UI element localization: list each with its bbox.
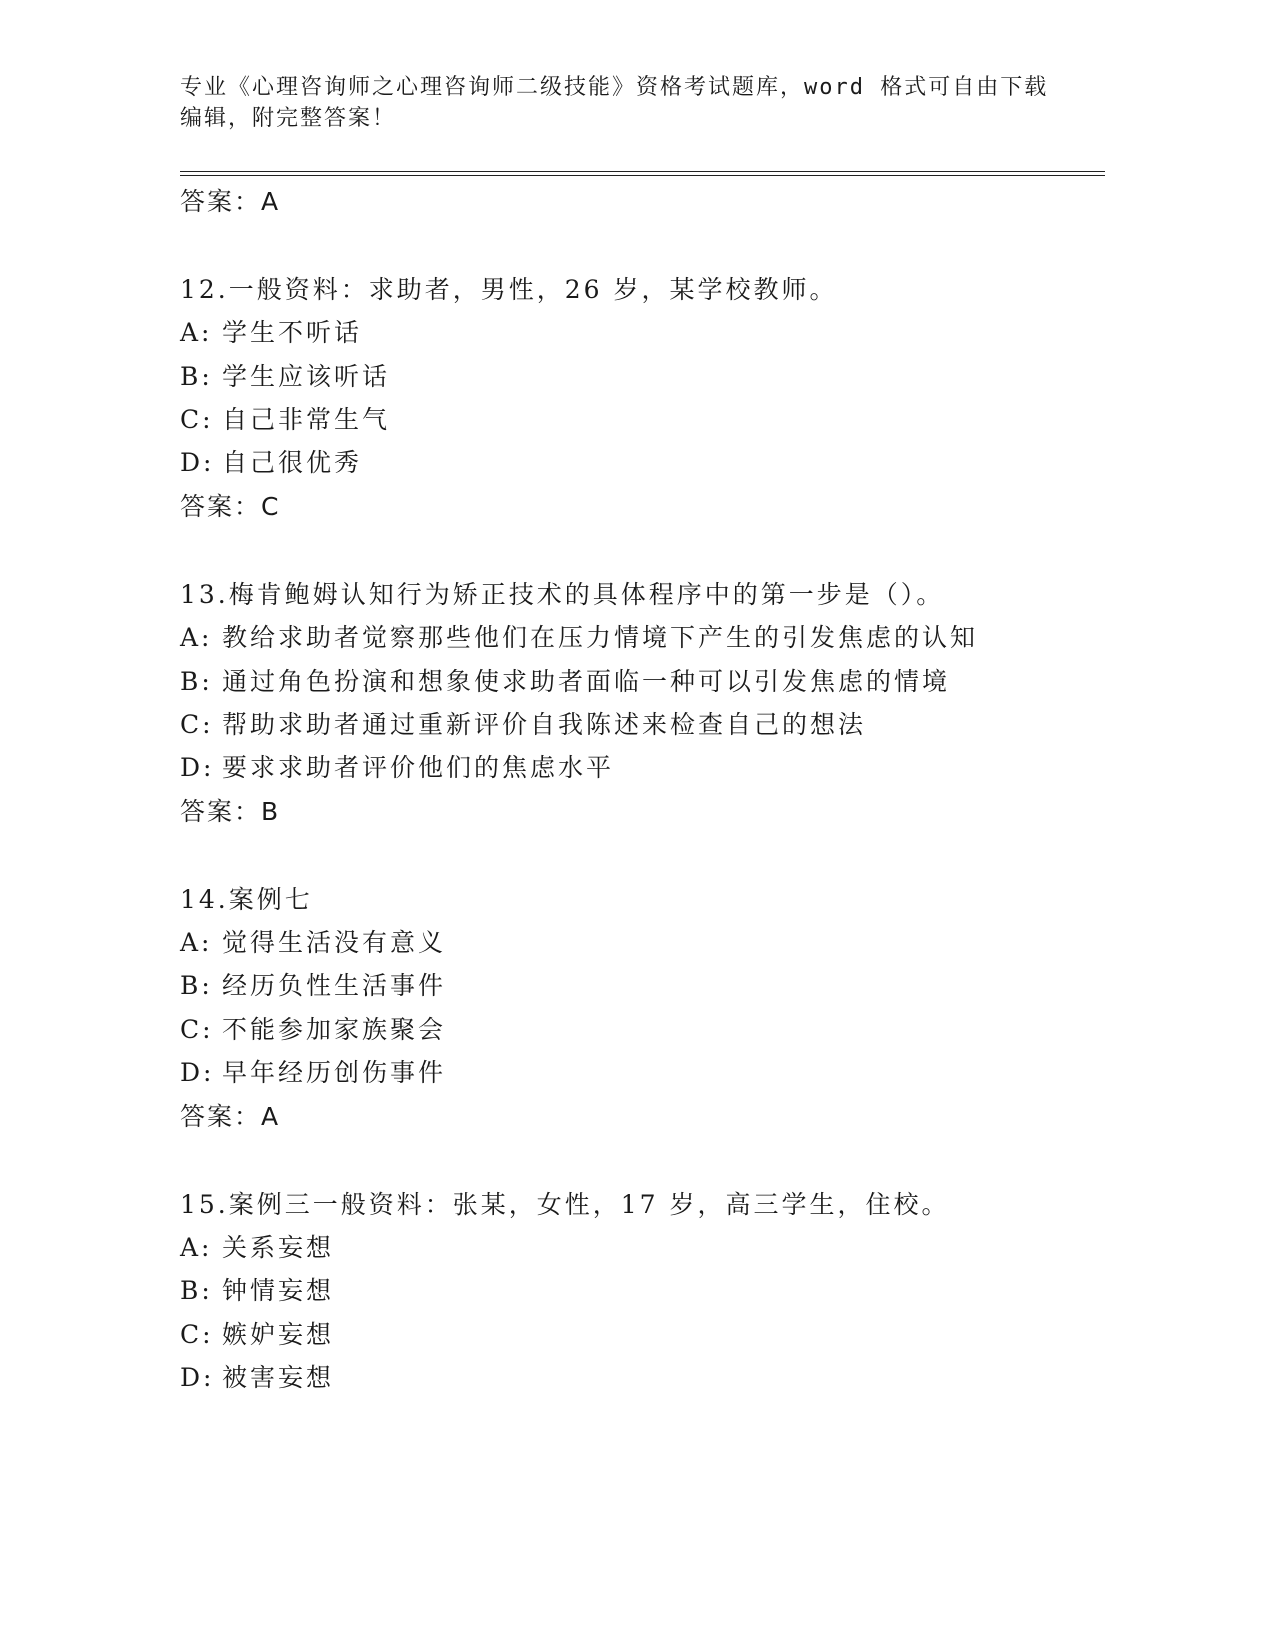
option-text: 早年经历创伤事件 <box>222 1058 447 1087</box>
question-12-option-d <box>180 448 362 478</box>
option-text: 不能参加家族聚会 <box>222 1015 447 1044</box>
option-letter: B: <box>180 667 213 696</box>
option-letter: D: <box>180 1058 215 1087</box>
question-15-stem: 15.案例三一般资料：张某，女性，17 岁，高三学生，住校。 <box>180 1190 950 1219</box>
option-text: 学生应该听话 <box>222 362 391 391</box>
option-letter: C: <box>180 710 214 739</box>
question-12-option-c <box>180 405 390 435</box>
document-header <box>180 72 1080 134</box>
option-text: 自己很优秀 <box>222 448 363 477</box>
question-15-option-d <box>180 1363 334 1393</box>
option-text: 钟情妄想 <box>222 1276 335 1305</box>
option-text: 学生不听话 <box>222 318 363 347</box>
option-letter: D: <box>180 448 215 477</box>
option-letter: A: <box>180 623 213 652</box>
option-text: 被害妄想 <box>222 1363 335 1392</box>
option-letter: A: <box>180 928 213 957</box>
question-12-answer: 答案：C <box>180 492 281 521</box>
previous-answer: 答案：A <box>180 187 281 216</box>
question-14-answer: 答案：A <box>180 1102 281 1131</box>
question-12-option-b <box>180 362 390 392</box>
question-13-option-d <box>180 753 614 783</box>
option-text: 通过角色扮演和想象使求助者面临一种可以引发焦虑的情境 <box>222 667 951 696</box>
question-13-option-c <box>180 710 866 740</box>
question-14-option-d <box>180 1058 446 1088</box>
question-14-option-c <box>180 1015 446 1045</box>
question-14-option-a <box>180 928 446 958</box>
question-12-option-a <box>180 318 362 348</box>
option-letter: C: <box>180 1015 214 1044</box>
header-divider-top <box>180 171 1105 172</box>
option-letter: D: <box>180 753 215 782</box>
option-letter: B: <box>180 971 213 1000</box>
option-letter: B: <box>180 1276 213 1305</box>
option-letter: A: <box>180 318 213 347</box>
option-text: 经历负性生活事件 <box>222 971 447 1000</box>
option-letter: A: <box>180 1233 213 1262</box>
option-text: 关系妄想 <box>222 1233 335 1262</box>
question-14-option-b <box>180 971 446 1001</box>
question-15-option-a <box>180 1233 334 1263</box>
header-line-1: 专业《心理咨询师之心理咨询师二级技能》资格考试题库，word 格式可自由下载 <box>180 75 1049 100</box>
header-line-2: 编辑，附完整答案！ <box>180 106 397 131</box>
question-12-stem: 12.一般资料：求助者，男性，26 岁，某学校教师。 <box>180 275 838 304</box>
option-text: 教给求助者觉察那些他们在压力情境下产生的引发焦虑的认知 <box>222 623 979 652</box>
option-text: 帮助求助者通过重新评价自我陈述来检查自己的想法 <box>222 710 867 739</box>
question-14-stem: 14.案例七 <box>180 885 313 914</box>
option-text: 要求求助者评价他们的焦虑水平 <box>222 753 615 782</box>
option-letter: B: <box>180 362 213 391</box>
question-15-option-c <box>180 1320 334 1350</box>
option-letter: C: <box>180 1320 214 1349</box>
header-divider-bottom <box>180 175 1105 176</box>
question-13-option-b <box>180 667 950 697</box>
option-text: 觉得生活没有意义 <box>222 928 447 957</box>
question-13-answer: 答案：B <box>180 797 281 826</box>
option-text: 嫉妒妄想 <box>222 1320 335 1349</box>
option-text: 自己非常生气 <box>222 405 391 434</box>
option-letter: D: <box>180 1363 215 1392</box>
option-letter: C: <box>180 405 214 434</box>
question-13-stem: 13.梅肯鲍姆认知行为矫正技术的具体程序中的第一步是（）。 <box>180 580 945 609</box>
question-15-option-b <box>180 1276 334 1306</box>
question-13-option-a <box>180 623 978 653</box>
